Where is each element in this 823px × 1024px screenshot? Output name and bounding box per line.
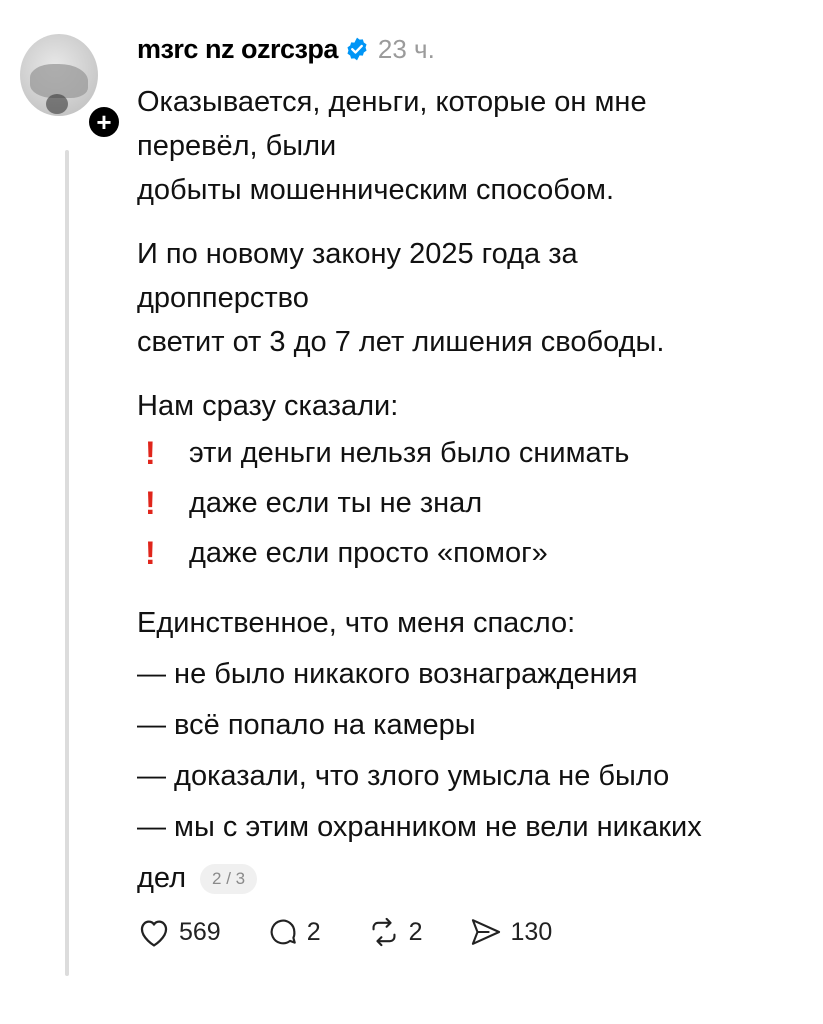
paragraph-2 xyxy=(137,232,797,364)
post-body xyxy=(137,80,797,904)
paragraph-1 xyxy=(137,80,797,212)
warning-intro: Нам сразу сказали: xyxy=(137,390,399,422)
comment-icon xyxy=(267,916,299,948)
avatar-shape xyxy=(30,64,88,98)
saved-item: — не было никакого вознаграждения xyxy=(137,658,638,690)
text-line: добыты мошенническим способом. xyxy=(137,174,615,206)
saved-item: — доказали, что злого умысла не было xyxy=(137,760,670,792)
warning-item xyxy=(137,478,797,528)
avatar-shape-dark xyxy=(46,94,68,114)
like-count: 569 xyxy=(179,917,221,946)
reply-count: 2 xyxy=(306,917,321,946)
text-line: перевёл, были xyxy=(137,130,337,162)
exclamation-icon: ! xyxy=(145,535,156,571)
post-time: 23 ч. xyxy=(377,33,435,64)
warnings-block xyxy=(137,384,797,578)
warning-text: даже если ты не знал xyxy=(189,487,483,519)
verified-badge-icon xyxy=(344,36,370,62)
repost-icon xyxy=(367,916,401,948)
action-bar xyxy=(137,912,598,952)
share-button[interactable] xyxy=(469,916,553,948)
exclamation-icon: ! xyxy=(145,485,156,521)
share-icon xyxy=(469,916,503,948)
reply-button[interactable] xyxy=(267,916,321,948)
saved-item: — мы с этим охранником не вели никаких xyxy=(137,811,702,843)
saved-item: — всё попало на камеры xyxy=(137,709,476,741)
username[interactable]: mзrc nz ozrcзpa xyxy=(137,33,338,64)
avatar[interactable] xyxy=(20,34,98,116)
like-button[interactable] xyxy=(137,916,221,948)
warning-text: даже если просто «помог» xyxy=(189,537,548,569)
heart-icon xyxy=(137,916,171,948)
last-line xyxy=(137,853,797,904)
share-count: 130 xyxy=(510,917,553,946)
follow-button[interactable]: + xyxy=(86,104,122,140)
page-indicator: 2 / 3 xyxy=(200,864,257,894)
repost-button[interactable] xyxy=(367,916,423,948)
warning-text: эти деньги нельзя было снимать xyxy=(189,437,630,469)
repost-count: 2 xyxy=(408,917,423,946)
warning-item xyxy=(137,428,797,478)
text-line: И по новому закону 2025 года за xyxy=(137,238,578,270)
thread-line xyxy=(65,150,69,976)
text-line: светит от 3 до 7 лет лишения свободы. xyxy=(137,326,665,358)
exclamation-icon: ! xyxy=(145,435,156,471)
saved-block xyxy=(137,598,797,904)
warning-item xyxy=(137,528,797,578)
text-line: Оказывается, деньги, которые он мне xyxy=(137,86,647,118)
text-line: дропперство xyxy=(137,282,309,314)
post-header xyxy=(137,32,435,66)
saved-intro: Единственное, что меня спасло: xyxy=(137,607,576,639)
last-line-text: дел xyxy=(137,862,187,894)
